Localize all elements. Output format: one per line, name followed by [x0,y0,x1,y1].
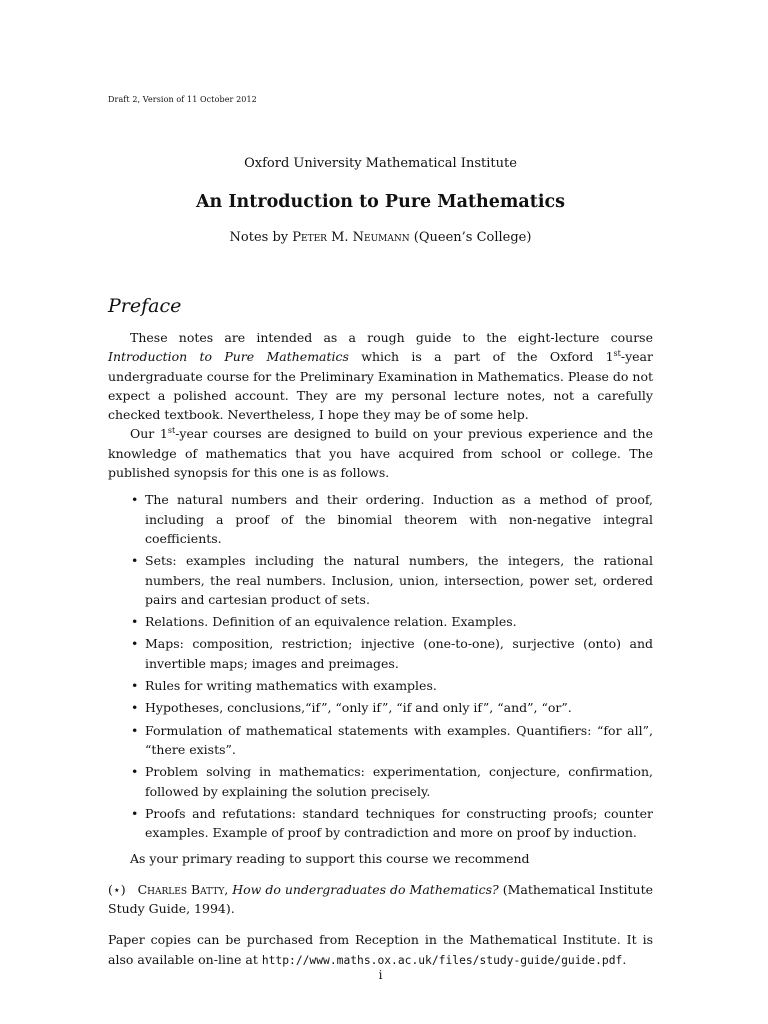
reference-details: (Mathematical Institute Study Guide, 1994). [108,881,653,917]
synopsis-item [131,762,653,801]
bullet-icon: • [131,636,139,652]
synopsis-item [131,634,653,673]
synopsis-item [131,551,653,609]
synopsis-item-text: Formulation of mathematical statements with examples. Quantifiers: “for all”, “there exists”. [145,722,653,757]
preface-body [108,328,653,970]
synopsis-item [131,612,653,631]
p2-superscript: st [167,426,176,436]
synopsis-item-text: Rules for writing mathematics with examples. [145,678,437,694]
author-name: Peter M. Neumann [292,230,410,245]
p1-text-a: These notes are intended as a rough guide to the eight-lecture course [130,330,653,345]
course-name: Introduction to Pure Mathematics [108,349,349,365]
synopsis-item-text: Maps: composition, restriction; injective (one-to-one), surjective (onto) and invertible maps; images and preimages. [145,636,653,671]
bullet-icon: • [131,492,139,508]
p1-text-c: -year undergraduate course for the Preliminary Examination in Mathematics. Please do not expect a polished account. They are my personal lecture notes, not a carefully checked textbook. Nevertheless, I hope they may be of some help. [108,349,653,423]
synopsis-list [108,490,653,842]
reference-title: How do undergraduates do Mathematics? [232,881,499,897]
synopsis-item [131,698,653,717]
synopsis-item [131,490,653,548]
document-title: An Introduction to Pure Mathematics [195,192,566,212]
synopsis-item [131,804,653,843]
bullet-icon: • [131,700,139,716]
synopsis-item [131,676,653,695]
bullet-icon: • [131,764,139,780]
synopsis-item [131,721,653,760]
p2-text-b: -year courses are designed to build on your previous experience and the knowledge of mathematics that you have acquired from school or college. The published synopsis for this one is as follows. [108,426,654,481]
author-affiliation: (Queen’s College) [409,230,532,245]
p1-superscript: st [613,349,621,359]
draft-version-note: Draft 2, Version of 11 October 2012 [108,95,257,104]
paper-copies-note [108,930,653,970]
synopsis-item-text: Sets: examples including the natural numbers, the integers, the rational numbers, the real numbers. Inclusion, union, intersection, power set, ordered pairs and cartesian product of sets. [145,553,653,607]
page-number: i [378,968,383,982]
preface-heading: Preface [108,295,182,317]
author-line [108,230,653,245]
guide-url-link[interactable]: http://www.maths.ox.ac.uk/files/study-guide/guide.pdf [261,953,623,967]
synopsis-item-text: Problem solving in mathematics: experimentation, conjecture, confirmation, followed by explaining the solution precisely. [145,764,653,799]
preface-paragraph-2 [108,424,653,482]
bullet-icon: • [131,805,139,821]
p1-text-b: which is a part of the Oxford 1 [348,349,614,365]
bullet-icon: • [131,614,139,630]
bullet-icon: • [131,553,139,569]
paper-copies-end: . [622,951,627,967]
preface-paragraph-1 [108,328,653,424]
synopsis-item-text: Hypotheses, conclusions,“if”, “only if”, “if and only if”, “and”, “or”. [145,700,572,716]
p2-text-a: Our 1 [130,426,168,442]
bullet-icon: • [131,678,139,694]
star-icon: (⋆) [108,881,126,897]
paper-copies-text: Paper copies can be purchased from Reception in the Mathematical Institute. It is also available on-line at [108,932,653,967]
synopsis-item-text: Relations. Definition of an equivalence relation. Examples. [145,614,517,630]
synopsis-item-text: The natural numbers and their ordering. Induction as a method of proof, including a proof of the binomial theorem with non-negative integral coefficients. [145,492,653,546]
synopsis-item-text: Proofs and refutations: standard techniques for constructing proofs; counter examples. Example of proof by contradiction and more on proof by induction. [145,805,653,841]
institute-name: Oxford University Mathematical Institute [244,156,517,171]
reading-intro: As your primary reading to support this course we recommend [130,851,530,867]
reference-author: Charles Batty [137,881,225,897]
reference-entry: (⋆) Charles Batty, How do undergraduates do Mathematics? (Mathematical Institute Study Guide, 1994). [108,881,653,917]
author-prefix: Notes by [229,230,293,245]
bullet-icon: • [131,722,139,738]
